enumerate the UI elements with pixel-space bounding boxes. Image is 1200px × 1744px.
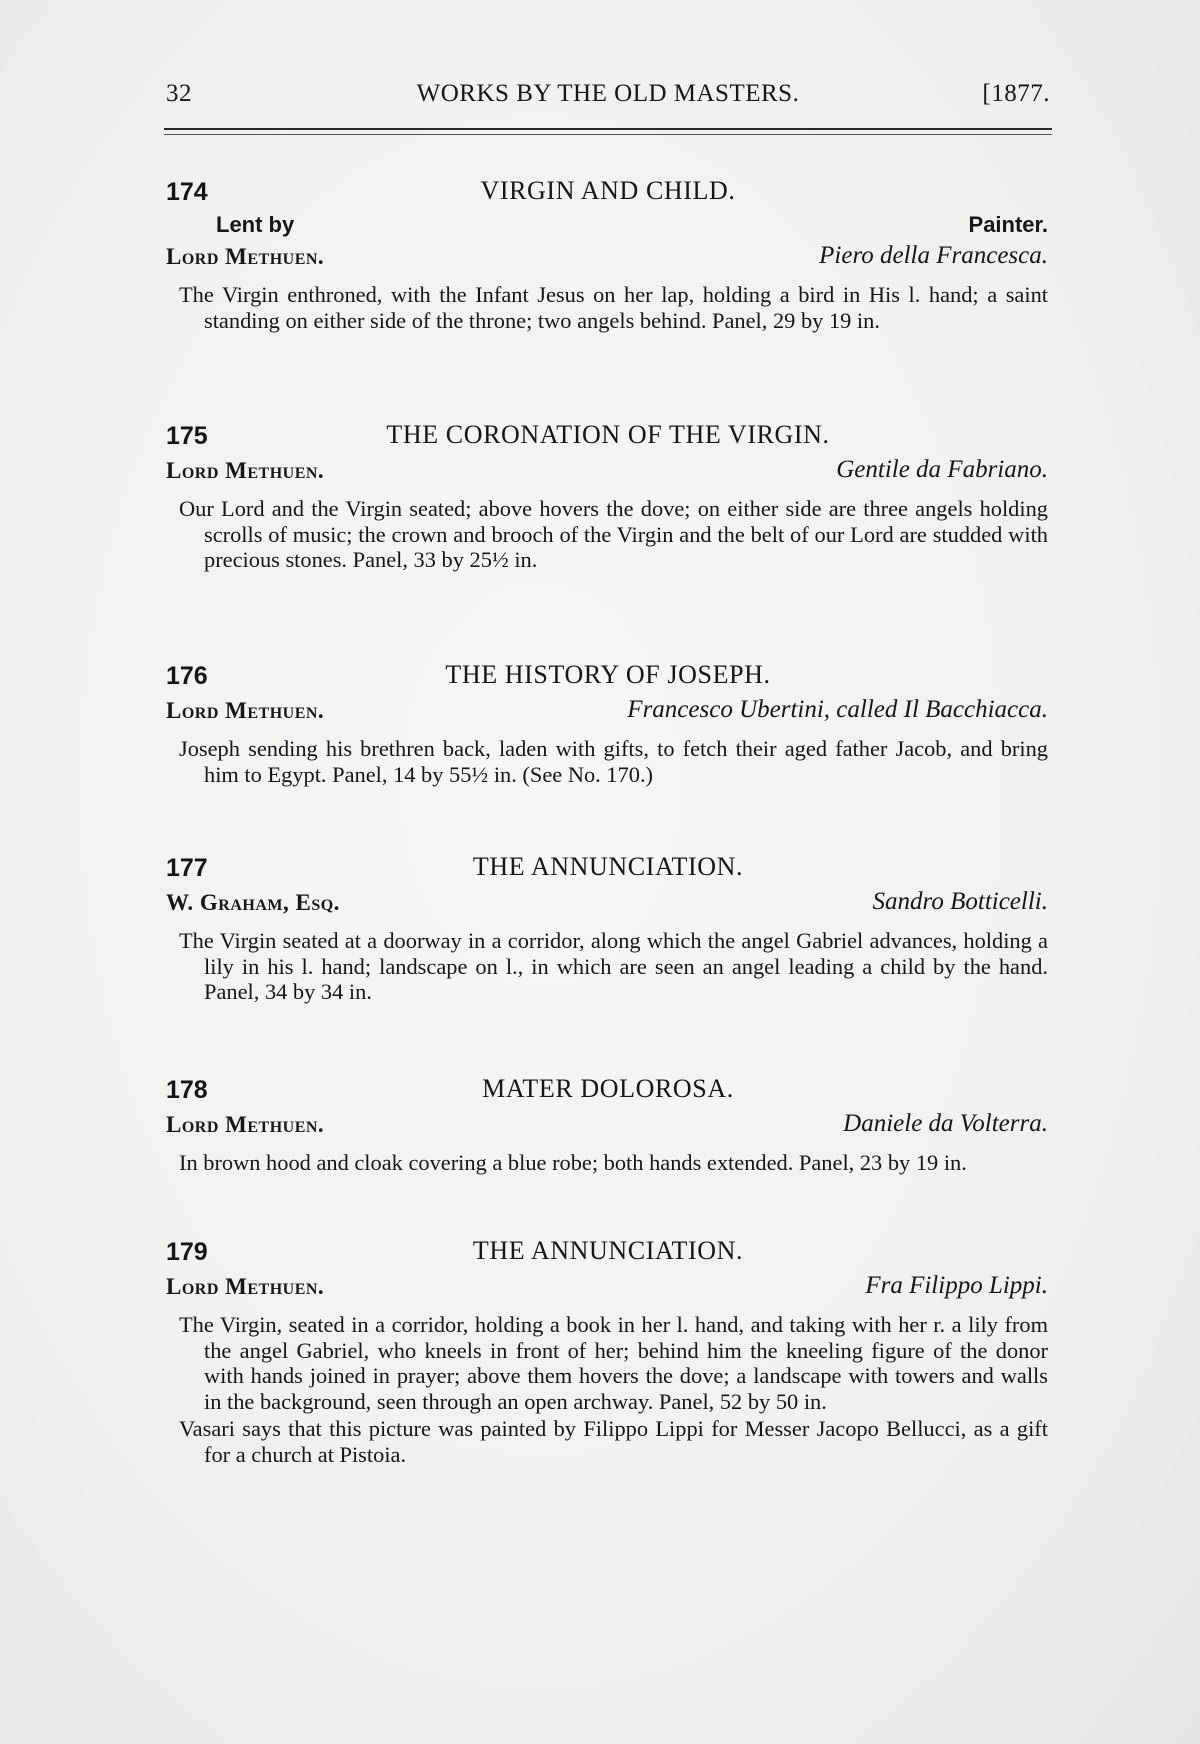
lent-by-label: Lent by <box>216 212 295 237</box>
entry-title: VIRGIN AND CHILD. <box>480 176 736 205</box>
entry-lender: W. Graham, Esq. <box>166 890 340 915</box>
entry-description: Our Lord and the Virgin seated; above hovers the dove; on either side are three angels holding scrolls of music; the crown and brooch of the Virgin and the belt of our Lord are studded with precious stones. Panel, 33 by 25½ in. <box>179 496 1048 572</box>
entry-number: 179 <box>166 1238 208 1266</box>
entry-number: 178 <box>166 1076 208 1104</box>
entry-description: The Virgin seated at a doorway in a corridor, along which the angel Gabriel advances, holding a lily in his l. hand; landscape on l., in which are seen an angel leading a child by the hand. Panel, 34 by 34 in. <box>179 928 1048 1004</box>
entry-number: 177 <box>166 854 208 882</box>
entry-note: Vasari says that this picture was painted by Filippo Lippi for Messer Jacopo Bellucci, as a gift for a church at Pistoia. <box>179 1416 1048 1467</box>
entry-title: THE ANNUNCIATION. <box>472 1236 744 1265</box>
entry-number: 174 <box>166 178 208 206</box>
entry-artist: Daniele da Volterra. <box>843 1110 1048 1137</box>
catalogue-entry-179 <box>164 1236 1052 1467</box>
page-header <box>164 80 1052 114</box>
catalogue-entry-178 <box>164 1074 1052 1176</box>
painter-label: Painter. <box>968 212 1048 237</box>
entry-number: 175 <box>166 422 208 450</box>
entry-description: In brown hood and cloak covering a blue robe; both hands extended. Panel, 23 by 19 in. <box>179 1150 967 1175</box>
entry-lender: Lord Methuen. <box>166 458 325 483</box>
entry-artist: Piero della Francesca. <box>819 242 1048 269</box>
entry-number: 176 <box>166 662 208 690</box>
entry-artist: Sandro Botticelli. <box>872 888 1048 915</box>
catalogue-entry-176 <box>164 660 1052 787</box>
entry-title: THE CORONATION OF THE VIRGIN. <box>386 420 830 449</box>
header-year: [1877. <box>982 80 1050 107</box>
entry-artist: Gentile da Fabriano. <box>836 456 1048 483</box>
entry-description: Joseph sending his brethren back, laden with gifts, to fetch their aged father Jacob, and bring him to Egypt. Panel, 14 by 55½ in. (See No. 170.) <box>179 736 1048 787</box>
entry-lender: Lord Methuen. <box>166 1112 325 1137</box>
entry-title: THE ANNUNCIATION. <box>472 852 744 881</box>
entry-description: The Virgin, seated in a corridor, holding a book in her l. hand, and taking with her r. a lily from the angel Gabriel, who kneels in front of her; behind him the kneeling figure of the donor with hands joined in prayer; above them hovers the dove; a landscape with towers and walls in the background, seen through an open archway. Panel, 52 by 50 in. <box>179 1312 1048 1414</box>
page-number: 32 <box>166 80 192 107</box>
entry-title: MATER DOLOROSA. <box>482 1074 734 1103</box>
catalogue-entry-177 <box>164 852 1052 1005</box>
entry-title: THE HISTORY OF JOSEPH. <box>445 660 771 689</box>
running-title: WORKS BY THE OLD MASTERS. <box>416 80 800 107</box>
entry-artist: Fra Filippo Lippi. <box>865 1272 1048 1299</box>
entry-artist: Francesco Ubertini, called Il Bacchiacca. <box>627 696 1048 723</box>
header-rule-thin <box>164 134 1052 135</box>
entry-description: The Virgin enthroned, with the Infant Jesus on her lap, holding a bird in His l. hand; a saint standing on either side of the throne; two angels behind. Panel, 29 by 19 in. <box>179 282 1048 333</box>
header-rule <box>164 128 1052 130</box>
catalogue-entry-175 <box>164 420 1052 573</box>
entry-lender: Lord Methuen. <box>166 244 325 269</box>
entry-lender: Lord Methuen. <box>166 698 325 723</box>
entry-lender: Lord Methuen. <box>166 1274 325 1299</box>
catalogue-entry-174 <box>164 176 1052 333</box>
